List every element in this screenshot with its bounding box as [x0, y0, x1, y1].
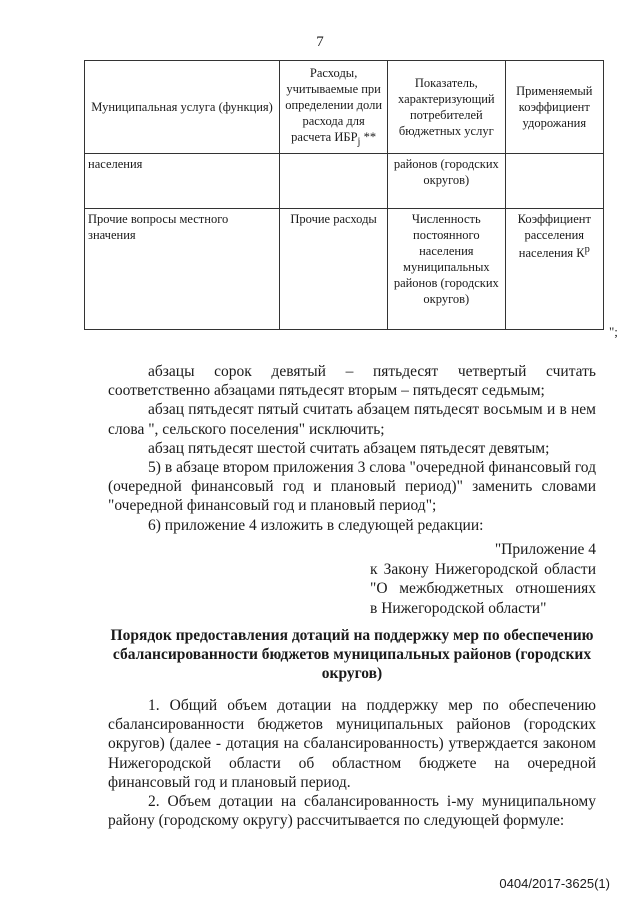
- table-header-row: [85, 61, 604, 154]
- amendment-paragraph: абзац пятьдесят шестой считать абзацем пятьдесят девятым;: [148, 439, 550, 457]
- table-closing-quote: ";: [609, 324, 618, 339]
- table-row: [85, 154, 604, 209]
- section-title: Порядок предоставления дотаций на поддержку мер по обеспечению сбалансированности бюджетов муниципальных районов (городских округов): [110, 627, 594, 683]
- amendment-paragraph: 6) приложение 4 изложить в следующей редакции:: [148, 516, 484, 534]
- header-subscript: j: [357, 136, 361, 148]
- appendix-line: "Приложение 4: [494, 541, 596, 558]
- amendment-paragraph: абзац пятьдесят пятый считать абзацем пятьдесят восьмым и в нем слова ", сельского поселения" исключить;: [108, 401, 596, 438]
- appendix-line: к Закону Нижегородской области: [370, 560, 596, 578]
- header-coefficient: Применяемый коэффициент удорожания: [505, 61, 603, 154]
- services-table: [84, 60, 604, 330]
- header-expenses-text: Расходы, учитываемые при определении доли расхода для расчета ИБР: [285, 66, 383, 145]
- procedure-block: [108, 696, 596, 830]
- procedure-paragraph: 1. Общий объем дотации на поддержку мер по обеспечению сбалансированности бюджетов муниципальных районов (городских округов) (далее - дотация на сбалансированность) утверждается законом Нижегородской области об областном бюджете на очередной финансовый год и плановый период.: [108, 697, 596, 791]
- header-expenses: [280, 61, 388, 154]
- coef-superscript: р: [584, 244, 590, 255]
- amendments-block: [108, 362, 596, 535]
- header-expenses-suffix: **: [360, 130, 377, 145]
- cell-indicator: Численность постоянного населения муниципальных районов (городских округов): [388, 209, 506, 330]
- cell-expenses: [280, 154, 388, 209]
- amendment-paragraph: абзацы сорок девятый – пятьдесят четвертый считать соответственно абзацами пятьдесят вторым – пятьдесят седьмым;: [108, 363, 596, 400]
- appendix-line: "О межбюджетных отношениях: [370, 580, 596, 597]
- header-service: Муниципальная услуга (функция): [85, 61, 280, 154]
- header-indicator: Показатель, характеризующий потребителей бюджетных услуг: [388, 61, 506, 154]
- cell-service: Прочие вопросы местного значения: [85, 209, 280, 330]
- page-number: 7: [316, 34, 324, 50]
- cell-coefficient: [505, 154, 603, 209]
- amendment-paragraph: 5) в абзаце втором приложения 3 слова "очередной финансовый год (очередной финансовый год и плановый период)" заменить словами "очередной финансовый год и плановый период";: [108, 459, 596, 515]
- document-code: 0404/2017-3625(1): [499, 876, 610, 891]
- cell-expenses: Прочие расходы: [280, 209, 388, 330]
- cell-indicator: районов (городских округов): [388, 154, 506, 209]
- cell-coefficient: [505, 209, 603, 330]
- appendix-line: в Нижегородской области": [370, 599, 547, 617]
- cell-coefficient-text: Коэффициент расселения населения К: [517, 212, 591, 261]
- procedure-paragraph: 2. Объем дотации на сбалансированность i-му муниципальному району (городскому округу) рассчитывается по следующей формуле:: [108, 793, 596, 830]
- cell-service: населения: [85, 154, 280, 209]
- appendix-header: [370, 540, 596, 618]
- table-row: [85, 209, 604, 330]
